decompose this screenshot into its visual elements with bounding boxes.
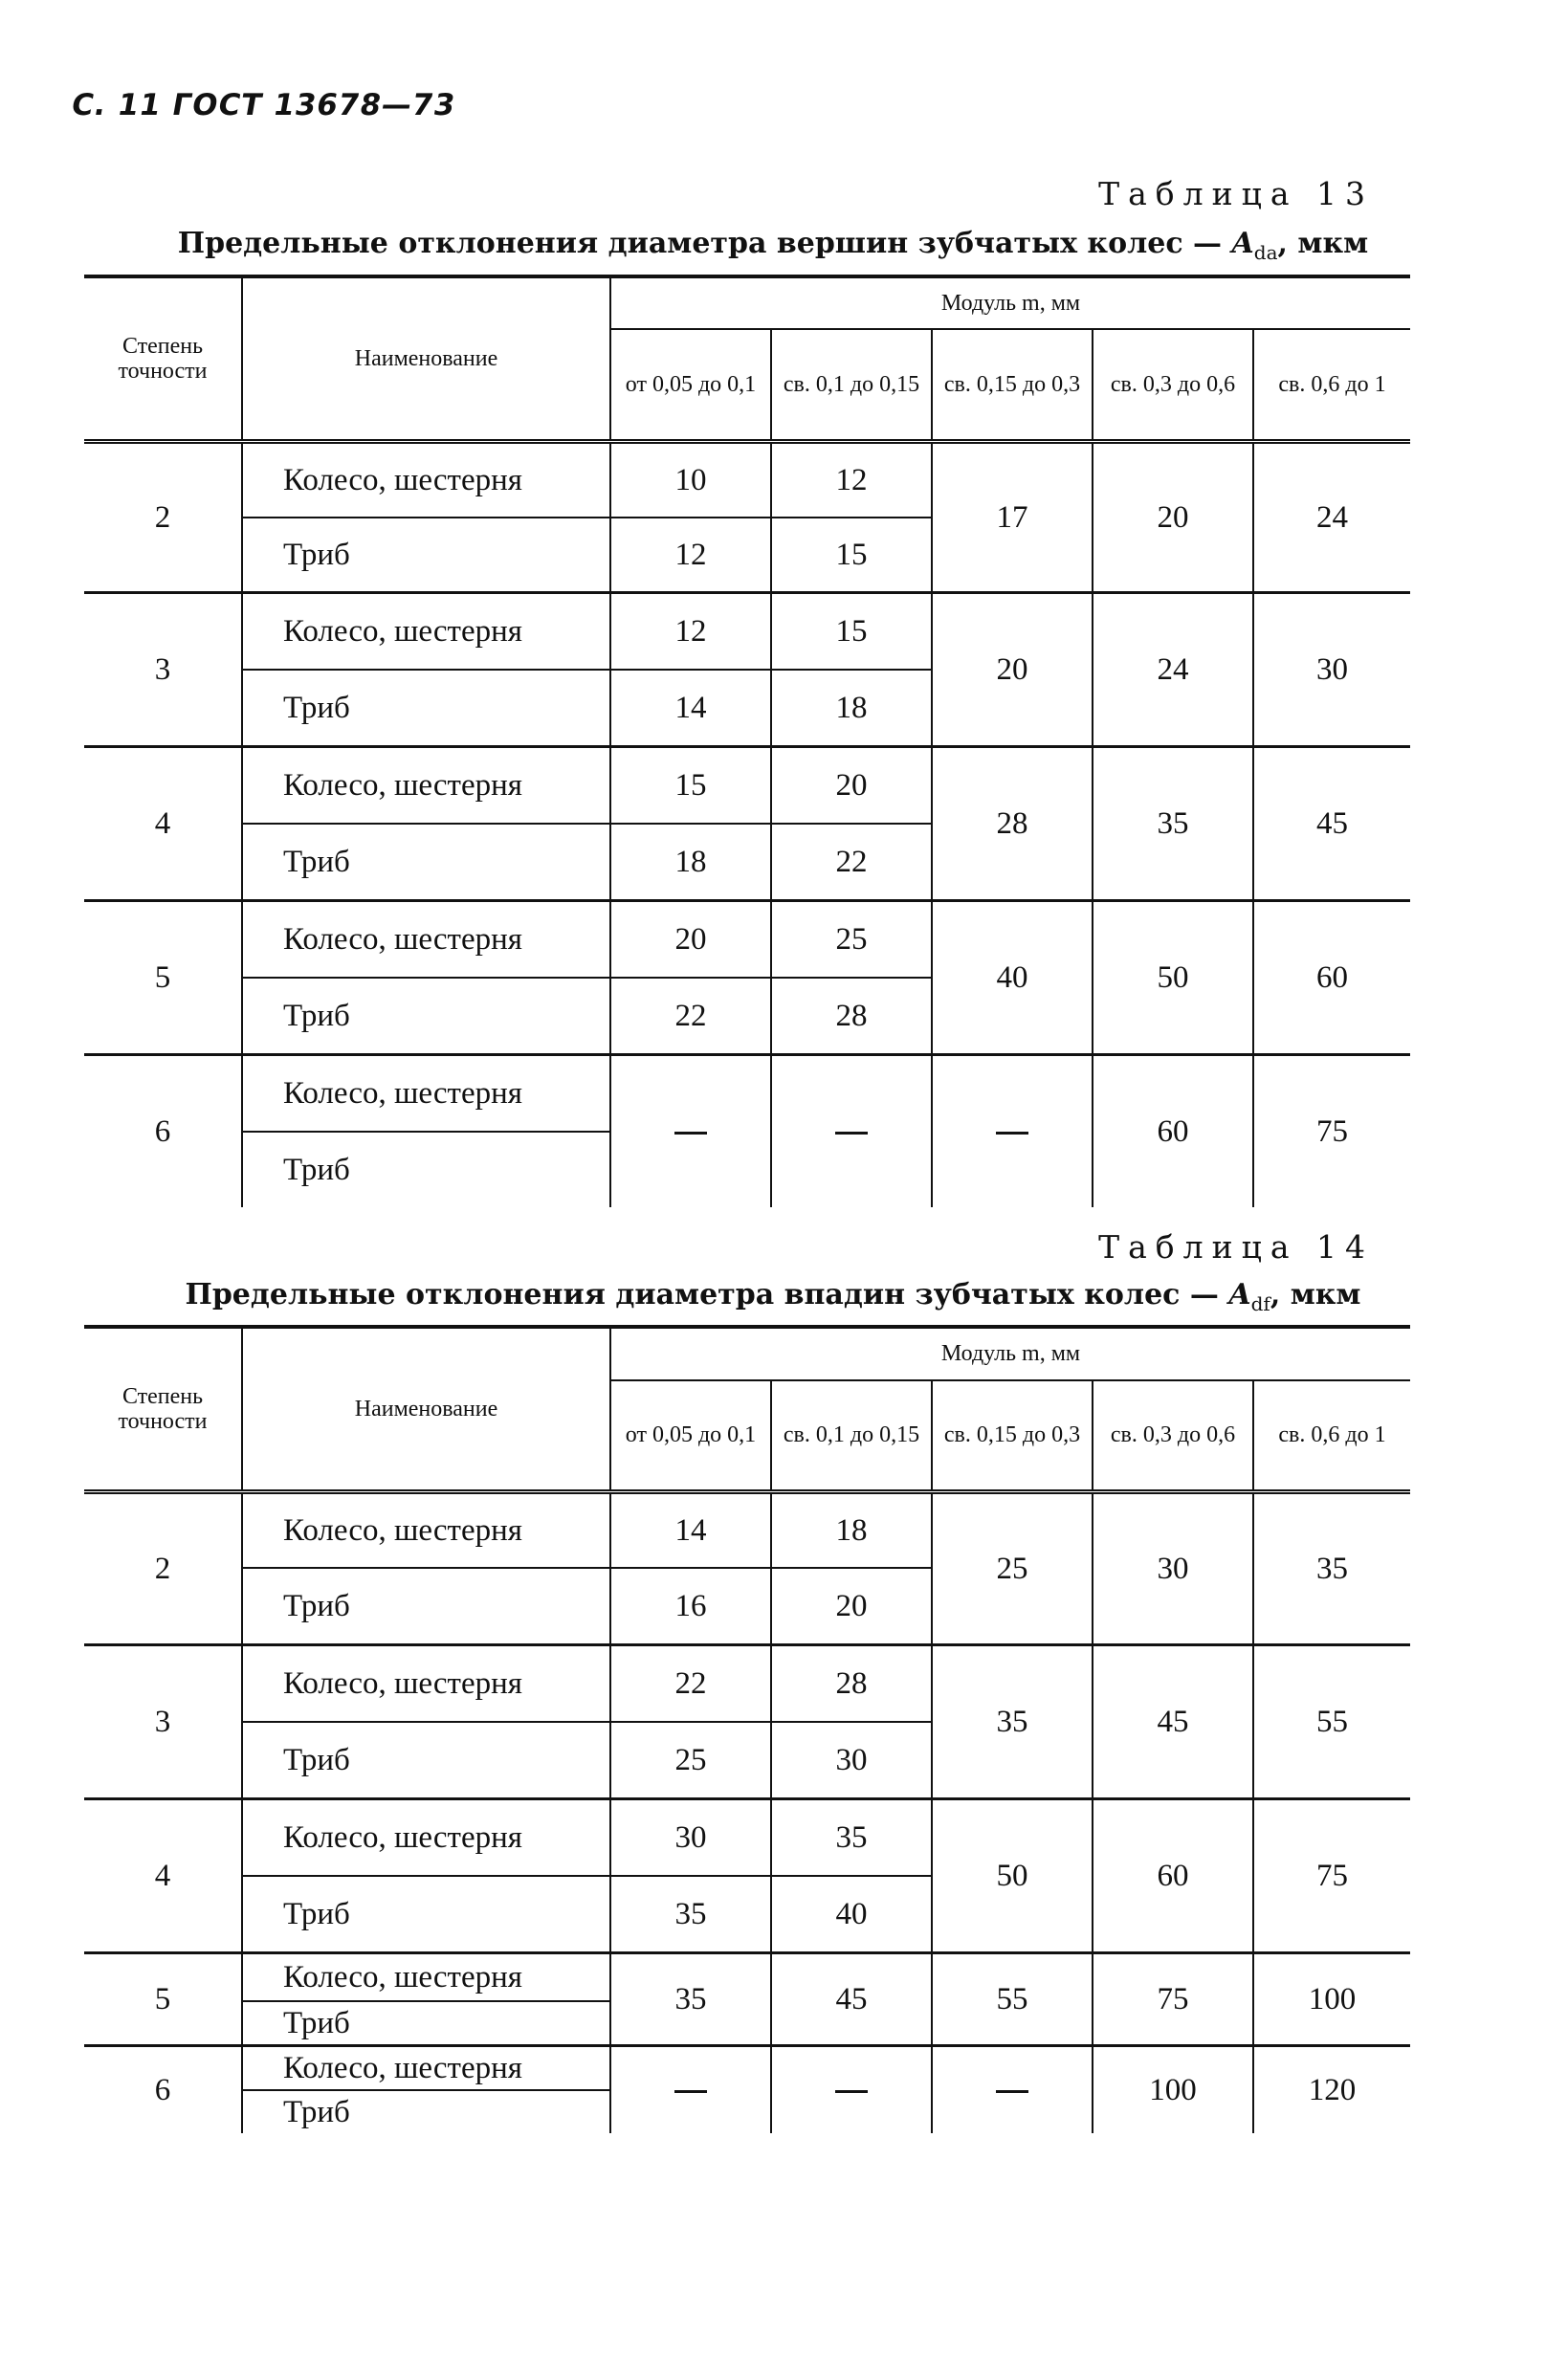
value-cell: 75 [1093,1953,1253,2046]
value-cell: 14 [610,1492,771,1569]
value-cell: 20 [771,747,932,825]
degree-cell: 5 [84,901,242,1055]
name-cell: Триб [242,1722,610,1799]
dash-mark [674,1132,707,1135]
value-cell: 22 [610,978,771,1055]
dash-cell [610,1055,771,1208]
value-cell: 25 [932,1492,1093,1645]
dash-mark [996,1132,1028,1135]
name-cell: Колесо, шестерня [242,1492,610,1569]
degree-cell: 3 [84,593,242,747]
degree-cell: 6 [84,2046,242,2134]
degree-header: Степень точности [84,276,242,442]
value-cell: 30 [610,1799,771,1877]
range-header: св. 0,1 до 0,15 [771,1380,932,1492]
name-cell: Триб [242,1876,610,1953]
name-cell: Триб [242,670,610,747]
name-cell: Триб [242,2090,610,2133]
dash-mark [835,2090,868,2093]
page-header: С. 11 ГОСТ 13678—73 [68,88,459,122]
value-cell: 18 [771,670,932,747]
value-cell: 16 [610,1568,771,1645]
value-cell: 35 [610,1953,771,2046]
value-cell: 15 [610,747,771,825]
value-cell: 100 [1093,2046,1253,2134]
value-cell: 18 [771,1492,932,1569]
value-cell: 55 [932,1953,1093,2046]
name-cell: Колесо, шестерня [242,1055,610,1133]
value-cell: 30 [1253,593,1410,747]
degree-cell: 6 [84,1055,242,1208]
name-cell: Колесо, шестерня [242,747,610,825]
value-cell: 20 [1093,442,1253,593]
table13-title: Предельные отклонения диаметра вершин зубчатых колес — $A_{da}$, мкм [177,227,1369,264]
degree-header: Степень точности [84,1327,242,1492]
value-cell: 100 [1253,1953,1410,2046]
name-cell: Триб [242,2001,610,2046]
value-cell: 35 [771,1799,932,1877]
value-cell: 45 [771,1953,932,2046]
value-cell: 14 [610,670,771,747]
value-cell: 12 [610,593,771,671]
value-cell: 40 [932,901,1093,1055]
value-cell: 60 [1093,1055,1253,1208]
dash-cell [932,2046,1093,2134]
value-cell: 10 [610,442,771,518]
table13-number: Таблица 13 [1098,175,1374,212]
value-cell: 50 [932,1799,1093,1953]
range-header: от 0,05 до 0,1 [610,1380,771,1492]
value-cell: 17 [932,442,1093,593]
value-cell: 45 [1253,747,1410,901]
value-cell: 55 [1253,1645,1410,1799]
value-cell: 35 [932,1645,1093,1799]
value-cell: 30 [1093,1492,1253,1645]
value-cell: 20 [610,901,771,979]
range-header: св. 0,15 до 0,3 [932,1380,1093,1492]
value-cell: 75 [1253,1055,1410,1208]
value-cell: 12 [771,442,932,518]
value-cell: 25 [610,1722,771,1799]
name-cell: Колесо, шестерня [242,2046,610,2091]
value-cell: 60 [1253,901,1410,1055]
value-cell: 22 [610,1645,771,1723]
name-cell: Колесо, шестерня [242,1799,610,1877]
degree-cell: 3 [84,1645,242,1799]
value-cell: 25 [771,901,932,979]
value-cell: 30 [771,1722,932,1799]
value-cell: 15 [771,593,932,671]
range-header: св. 0,15 до 0,3 [932,329,1093,442]
value-cell: 22 [771,824,932,901]
value-cell: 15 [771,518,932,593]
value-cell: 35 [1253,1492,1410,1645]
dash-mark [835,1132,868,1135]
value-cell: 28 [771,1645,932,1723]
dash-cell [771,1055,932,1208]
table14 [84,1325,1410,2133]
name-header: Наименование [242,276,610,442]
value-cell: 28 [932,747,1093,901]
dash-mark [996,2090,1028,2093]
range-header: св. 0,6 до 1 [1253,1380,1410,1492]
name-cell: Триб [242,1568,610,1645]
value-cell: 35 [1093,747,1253,901]
degree-cell: 2 [84,442,242,593]
name-cell: Триб [242,978,610,1055]
table13 [84,275,1410,1207]
name-cell: Колесо, шестерня [242,442,610,518]
value-cell: 40 [771,1876,932,1953]
value-cell: 12 [610,518,771,593]
dash-cell [771,2046,932,2134]
value-cell: 28 [771,978,932,1055]
value-cell: 60 [1093,1799,1253,1953]
range-header: от 0,05 до 0,1 [610,329,771,442]
degree-cell: 4 [84,747,242,901]
name-cell: Колесо, шестерня [242,1953,610,2002]
value-cell: 35 [610,1876,771,1953]
module-header: Модуль m, мм [610,276,1410,329]
name-cell: Триб [242,1132,610,1207]
table14-title: Предельные отклонения диаметра впадин зубчатых колес — $A_{df}$, мкм [185,1278,1361,1315]
value-cell: 24 [1253,442,1410,593]
module-header: Модуль m, мм [610,1327,1410,1380]
name-cell: Колесо, шестерня [242,593,610,671]
value-cell: 18 [610,824,771,901]
value-cell: 20 [771,1568,932,1645]
dash-mark [674,2090,707,2093]
degree-cell: 4 [84,1799,242,1953]
dash-cell [932,1055,1093,1208]
value-cell: 50 [1093,901,1253,1055]
value-cell: 45 [1093,1645,1253,1799]
name-header: Наименование [242,1327,610,1492]
value-cell: 24 [1093,593,1253,747]
range-header: св. 0,3 до 0,6 [1093,1380,1253,1492]
name-cell: Колесо, шестерня [242,1645,610,1723]
range-header: св. 0,1 до 0,15 [771,329,932,442]
name-cell: Триб [242,518,610,593]
dash-cell [610,2046,771,2134]
name-cell: Колесо, шестерня [242,901,610,979]
range-header: св. 0,3 до 0,6 [1093,329,1253,442]
degree-cell: 5 [84,1953,242,2046]
value-cell: 20 [932,593,1093,747]
value-cell: 75 [1253,1799,1410,1953]
degree-cell: 2 [84,1492,242,1645]
range-header: св. 0,6 до 1 [1253,329,1410,442]
name-cell: Триб [242,824,610,901]
value-cell: 120 [1253,2046,1410,2134]
table14-number: Таблица 14 [1098,1228,1374,1266]
